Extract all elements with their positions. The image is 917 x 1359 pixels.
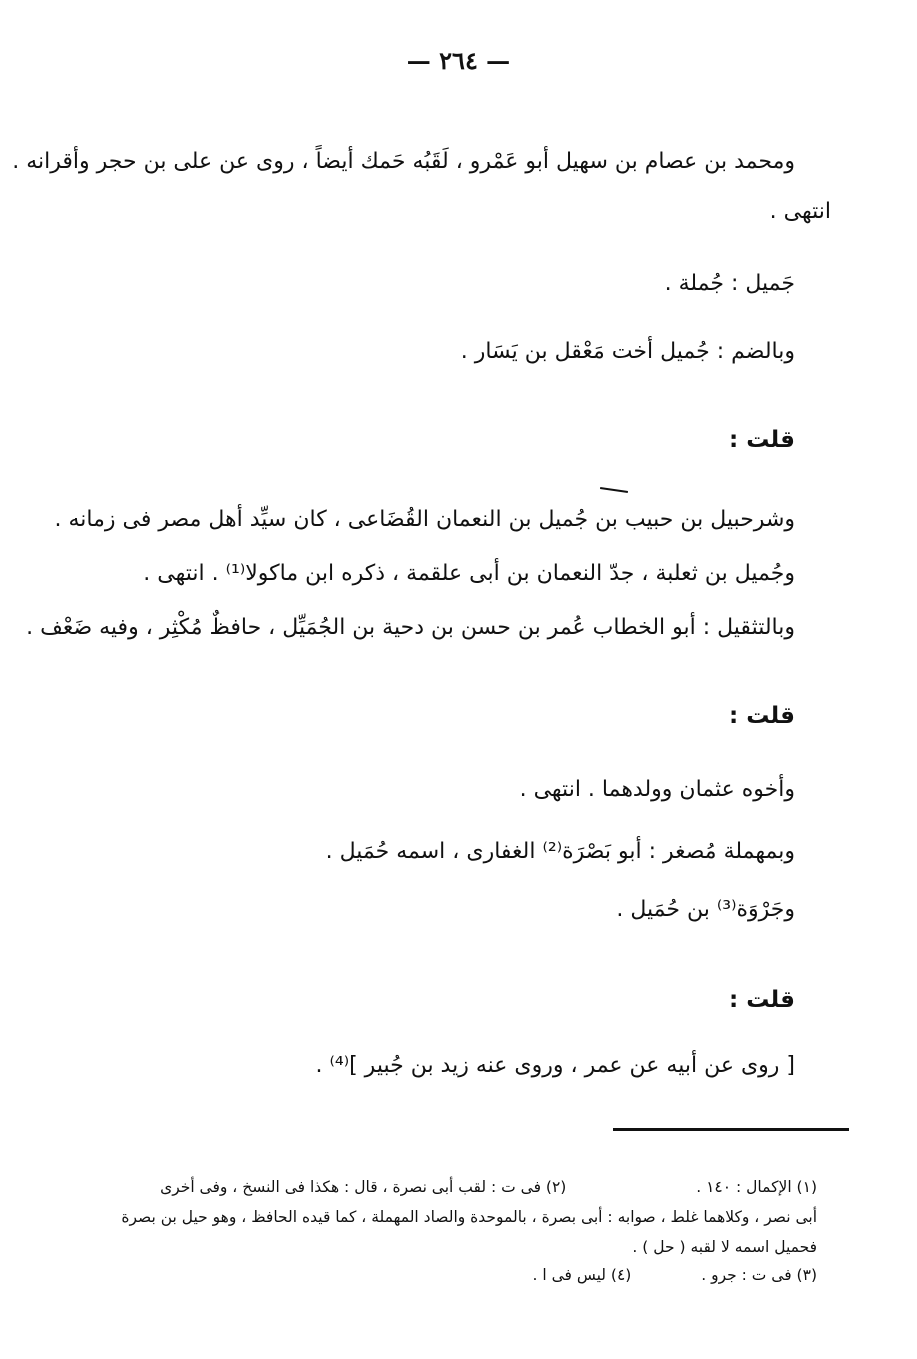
footnote-2-start: (٢) فى ت : لقب أبى نصرة ، قال : هكذا فى النسخ ، وفى أخرى [160,1178,567,1196]
body-line-3: جَميل : جُملة . [664,271,795,296]
section-heading-2: قلت : [728,703,795,729]
footnote-line-2: أبى نصر ، وكلاهما غلط ، صوابه : أبى بصرة ، بالموحدة والصاد المهملة ، كما قيده الحافظ ، وهو حيل بن بصرة [121,1208,817,1226]
footnote-1: (١) الإكمال : ١٤٠ . [696,1178,817,1196]
body-line-2: انتهى . [769,199,831,224]
body-line-12: وجَرْوَة⁽³⁾ بن حُمَيل . [616,897,795,922]
footnote-separator [613,1128,849,1131]
page-number: — ٢٦٤ — [406,46,511,75]
body-line-6: وشرحبيل بن حبيب بن جُميل بن النعمان القُضَاعى ، كان سيِّد أهل مصر فى زمانه . [54,507,795,532]
body-line-8: وبالتثقيل : أبو الخطاب عُمر بن حسن بن دحية بن الجُمَيِّل ، حافظٌ مُكْثِر ، وفيه ضَعْف . [26,615,795,640]
body-line-7: وجُميل بن ثعلبة ، جدّ النعمان بن أبى علقمة ، ذكره ابن ماكولا⁽¹⁾ . انتهى . [143,561,795,586]
body-line-4: وبالضم : جُميل أخت مَعْقل بن يَسَار . [460,339,795,364]
footnote-line-4 [125,1262,817,1288]
body-line-1: ومحمد بن عصام بن سهيل أبو عَمْرو ، لَقَبُه حَمك أيضاً ، روى عن على بن حجر وأقرانه . [12,149,795,174]
body-line-14: [ روى عن أبيه عن عمر ، وروى عنه زيد بن جُبير ]⁽⁴⁾ . [315,1053,795,1078]
footnote-line-3: فحميل اسمه لا لقبه ( حل ) . [632,1238,817,1256]
decorative-mark [600,487,628,493]
footnote-4: (٤) ليس فى ا . [532,1266,632,1284]
body-line-11: وبمهملة مُصغر : أبو بَصْرَة⁽²⁾ الغفارى ، اسمه حُمَيل . [325,839,795,864]
section-heading-1: قلت : [728,427,795,453]
footnote-3: (٣) فى ت : جرو . [701,1266,817,1284]
section-heading-3: قلت : [728,987,795,1013]
footnote-line-1 [125,1174,817,1200]
body-line-10: وأخوه عثمان وولدهما . انتهى . [519,777,795,802]
